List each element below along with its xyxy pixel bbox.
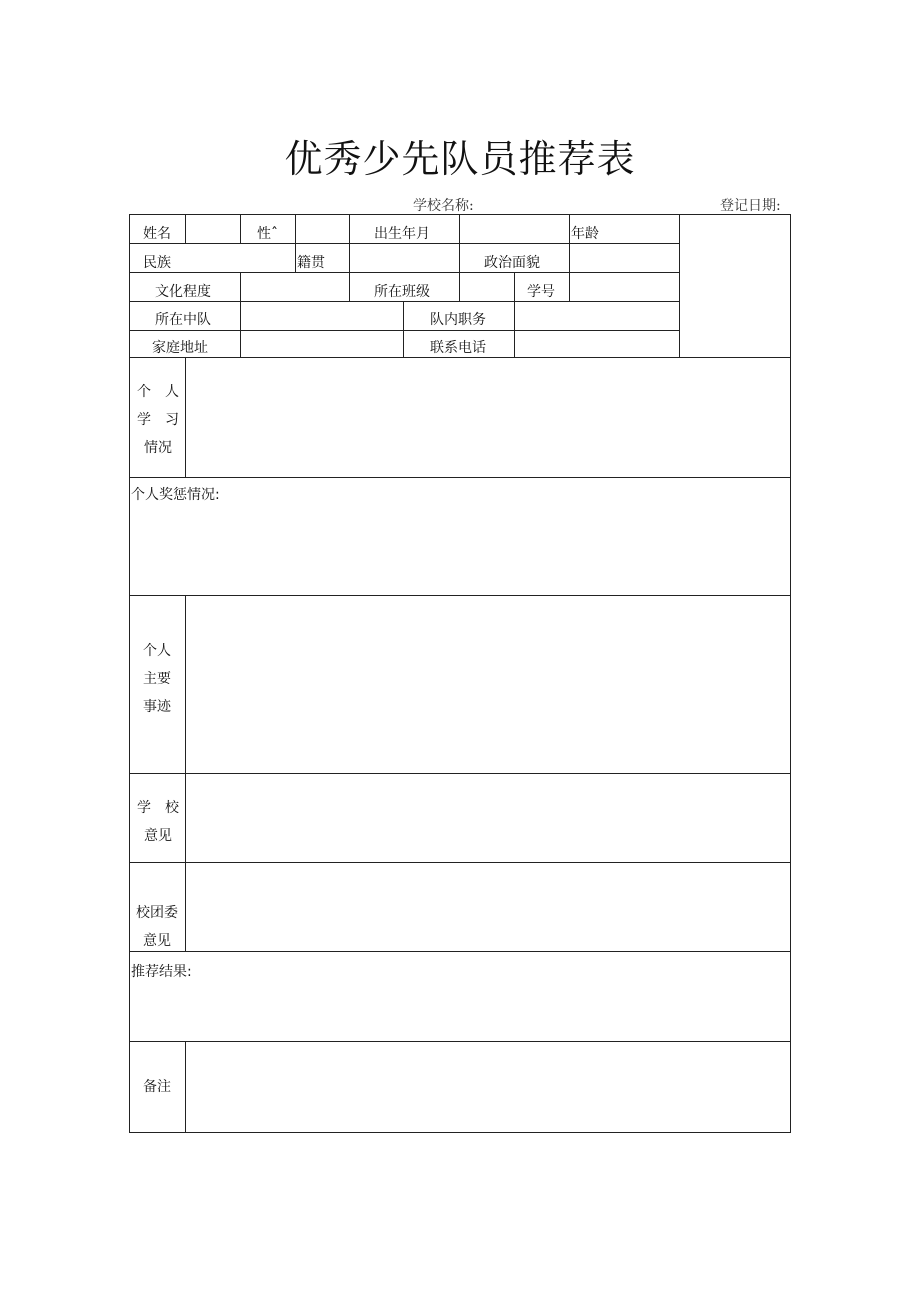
row-line xyxy=(129,595,791,596)
school-name-label: 学校名称: xyxy=(413,198,474,214)
recommendation-result-label: 推荐结果: xyxy=(131,964,192,980)
squad-label: 所在中队 xyxy=(155,312,211,328)
student-number-label: 学号 xyxy=(527,284,555,300)
gender-label: 性ˆ xyxy=(257,226,278,242)
table-border-right xyxy=(790,214,791,1133)
col-line xyxy=(240,214,241,244)
col-line xyxy=(185,214,186,244)
deeds-label-line3: 事迹 xyxy=(143,699,171,715)
deeds-label-line2: 主要 xyxy=(143,671,171,687)
col-line xyxy=(295,214,296,273)
league-opinion-line2: 意见 xyxy=(143,933,171,949)
col-line xyxy=(514,301,515,358)
registration-date-label: 登记日期: xyxy=(720,198,781,214)
study-label-line1: 个 人 xyxy=(137,384,179,400)
study-label-line2: 学 习 xyxy=(137,412,179,428)
study-label-line3: 情况 xyxy=(144,440,172,456)
remarks-label xyxy=(129,1073,185,1101)
name-label: 姓名 xyxy=(143,226,171,242)
study-situation-label xyxy=(129,378,187,462)
col-line xyxy=(459,214,460,302)
col-line xyxy=(403,301,404,358)
table-border-bottom xyxy=(129,1132,791,1133)
league-opinion-line1: 校团委 xyxy=(136,905,178,921)
row-line xyxy=(129,243,679,244)
school-opinion-label xyxy=(129,794,187,850)
awards-label: 个人奖惩情况: xyxy=(131,487,220,503)
row-line xyxy=(129,301,679,302)
row-line xyxy=(129,1041,791,1042)
col-line xyxy=(185,595,186,952)
ethnicity-label: 民族 xyxy=(143,255,171,271)
home-address-label: 家庭地址 xyxy=(152,340,208,356)
row-line xyxy=(129,477,791,478)
col-line xyxy=(185,1041,186,1133)
native-place-label: 籍贯 xyxy=(297,255,325,271)
row-line xyxy=(129,330,679,331)
photo-column-line xyxy=(679,214,680,358)
birth-date-label: 出生年月 xyxy=(374,226,430,242)
page-title: 优秀少先队员推荐表 xyxy=(284,137,636,181)
row-line xyxy=(129,272,679,273)
col-line xyxy=(514,272,515,302)
table-border-top xyxy=(129,214,791,215)
age-label: 年龄 xyxy=(571,226,599,242)
school-opinion-line1: 学 校 xyxy=(137,800,179,816)
class-label: 所在班级 xyxy=(374,284,430,300)
row-line xyxy=(129,862,791,863)
contact-phone-label: 联系电话 xyxy=(430,340,486,356)
col-line xyxy=(569,214,570,302)
education-label: 文化程度 xyxy=(155,284,211,300)
political-status-label: 政治面貌 xyxy=(484,255,540,271)
row-line xyxy=(129,773,791,774)
squad-position-label: 队内职务 xyxy=(430,312,486,328)
deeds-label-line1: 个人 xyxy=(143,643,171,659)
remarks-text: 备注 xyxy=(143,1079,171,1095)
main-deeds-label xyxy=(129,637,185,721)
col-line xyxy=(240,272,241,358)
school-opinion-line2: 意见 xyxy=(144,828,172,844)
row-line xyxy=(129,357,791,358)
col-line xyxy=(349,214,350,302)
league-committee-opinion-label xyxy=(129,899,185,955)
row-line xyxy=(129,951,791,952)
